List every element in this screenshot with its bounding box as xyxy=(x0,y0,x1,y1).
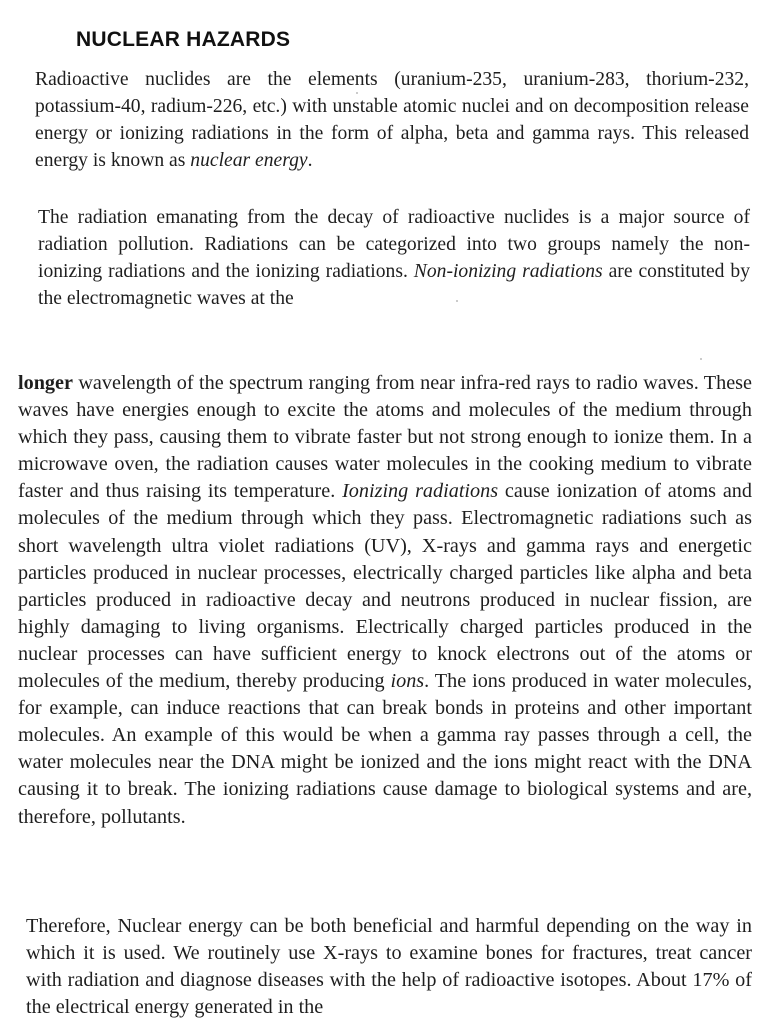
paragraph-radiation-pollution xyxy=(38,204,750,312)
paragraph-2-text-after: are constituted by the electromagnetic waves at the xyxy=(38,261,750,309)
term-non-ionizing-radiations: Non-ionizing radiations xyxy=(413,261,603,282)
scan-speck xyxy=(456,300,458,302)
paragraph-1-text: Radioactive nuclides are the elements (uranium-235, uranium-283, thorium-232, potassium-40, radium-226, etc.) with unstable atomic nuclei and on decomposition release energy or ionizing radiations in the form of alpha, beta and gamma rays. This released energy is known as xyxy=(35,69,749,171)
section-heading: NUCLEAR HAZARDS xyxy=(76,28,291,51)
paragraph-1-end: . xyxy=(307,150,313,171)
scan-top-section xyxy=(0,0,768,330)
paragraph-3-part-2: cause ionization of atoms and molecules of the medium through which they pass. Electromagnetic radiations such as short wavelength ultra violet radiations (UV), X-rays and gamma rays and energetic particles produced in nuclear processes, electrically charged particles like alpha and beta particles produced in radioactive decay and neutrons produced in nuclear fission, are highly damaging to living organisms. Electrically charged particles produced in the nuclear processes can have sufficient energy to knock electrons out of the atoms or molecules of the medium, thereby producing xyxy=(18,480,752,693)
term-ions: ions xyxy=(390,670,425,693)
term-ionizing-radiations: Ionizing radiations xyxy=(342,480,499,503)
paragraph-3-lead-word: longer xyxy=(18,372,73,394)
scan-speck xyxy=(356,92,358,94)
paragraph-ionizing-radiations xyxy=(18,370,752,831)
paragraph-radioactive-nuclides xyxy=(35,66,749,174)
page-gap xyxy=(0,330,768,352)
paragraph-nuclear-energy-uses xyxy=(26,913,752,1021)
paragraph-3-part-1: wavelength of the spectrum ranging from near infra-red rays to radio waves. These waves have energies enough to excite the atoms and molecules of the medium through which they pass, causing them to vibrate faster but not strong enough to ionize them. In a microwave oven, the radiation causes water molecules in the cooking medium to vibrate faster and thus raising its temperature. xyxy=(18,372,752,503)
term-nuclear-energy: nuclear energy xyxy=(190,150,308,171)
paragraph-3-part-3: . The ions produced in water molecules, for example, can induce reactions that can break bonds in proteins and other important molecules. An example of this would be when a gamma ray passes through a cell, the water molecules near the DNA might be ionized and the ions might react with the DNA causing it to break. The ionizing radiations cause damage to biological systems and are, therefore, pollutants. xyxy=(18,670,752,828)
scan-speck xyxy=(700,358,702,360)
paragraph-2-text: The radiation emanating from the decay of radioactive nuclides is a major source of radiation pollution. Radiations can be categorized into two groups namely the non-ionizing radiations and the ionizing radiations. xyxy=(38,207,750,282)
paragraph-4-text: Therefore, Nuclear energy can be both beneficial and harmful depending on the way in which it is used. We routinely use X-rays to examine bones for fractures, treat cancer with radiation and diagnose diseases with the help of radioactive isotopes. About 17% of the electrical energy generated in the xyxy=(26,915,752,1018)
